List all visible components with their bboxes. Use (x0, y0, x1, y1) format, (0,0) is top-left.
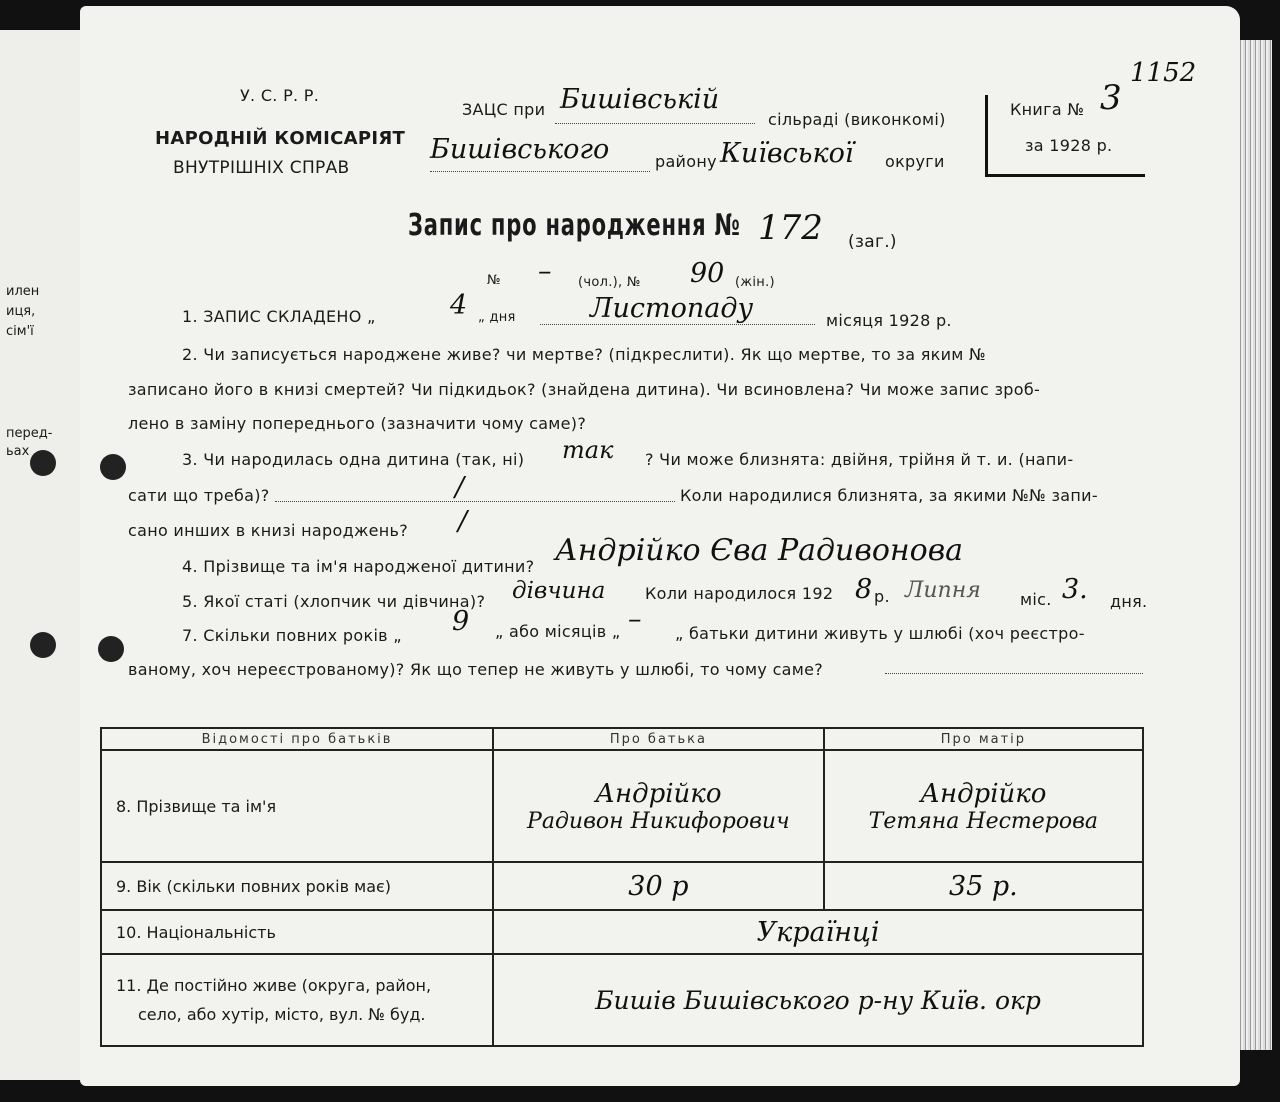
parents-table (100, 727, 1144, 1047)
book-box-border (985, 174, 1145, 177)
book-number: 3 (1100, 78, 1122, 118)
q3-other: / (458, 506, 468, 537)
q1-day-label: „ дня (478, 310, 516, 325)
book-margin-number: 1152 (1130, 58, 1197, 88)
mother-surname: Андрійко (920, 778, 1047, 809)
residence-cell (493, 954, 1143, 1046)
commissariat-line2: ВНУТРІШНІХ СПРАВ (173, 158, 350, 178)
fill-line (555, 122, 755, 124)
left-page (0, 30, 92, 1080)
residence-value: Бишів Бишівського р-ну Київ. окр (595, 985, 1041, 1015)
zags-prefix: ЗАЦС при (462, 100, 546, 119)
left-fragment: иця, (6, 304, 36, 319)
mother-name-cell (824, 750, 1143, 862)
binding-hole (30, 632, 56, 658)
q4-value: Андрійко Єва Радивонова (555, 533, 964, 568)
table-row (101, 910, 1143, 954)
q5-r: р. (874, 587, 890, 606)
row-label (101, 954, 493, 1046)
nationality-value: Українці (756, 916, 880, 948)
okruga-handwritten: Київської (720, 138, 854, 169)
left-fragment: ьах (6, 444, 30, 459)
male-label: (чол.), № (578, 275, 641, 290)
q5-label: 5. Якої статі (хлопчик чи дівчина)? (182, 592, 486, 611)
q5-when: Коли народилося 192 (645, 584, 834, 603)
record-number: 172 (758, 208, 823, 248)
q5-dnia: дня. (1110, 592, 1148, 611)
q1-month: Листопаду (590, 293, 754, 324)
left-fragment: перед- (6, 426, 53, 441)
father-age-cell (493, 862, 824, 910)
table-row (101, 954, 1143, 1046)
row-label: 10. Національність (101, 910, 493, 954)
book-box-border (985, 95, 989, 175)
okruga-label: округи (885, 152, 945, 171)
male-number: – (538, 256, 552, 287)
q3-twins: / (455, 472, 465, 503)
q5-mis: міс. (1020, 590, 1052, 609)
mother-age: 35 р. (948, 870, 1018, 902)
q1-day: 4 (450, 290, 468, 321)
nationality-cell (493, 910, 1143, 954)
mother-given-names: Тетяна Нестерова (868, 808, 1099, 834)
district-label: району (655, 152, 717, 171)
table-header-row (101, 728, 1143, 750)
q7-months: – (628, 604, 642, 635)
zags-handwritten: Бишівській (560, 84, 720, 115)
fill-line (430, 170, 650, 172)
q7-line1c: „ батьки дитини живуть у шлюбі (хоч реєстро- (675, 624, 1085, 643)
row-label-line: село, або хутір, місто, вул. № буд. (138, 1005, 426, 1024)
q7-years: 9 (452, 606, 470, 637)
q7-line1a: 7. Скільки повних років „ (182, 626, 402, 645)
q5-sex: дівчина (512, 578, 606, 604)
q2-line1: 2. Чи записується народжене живе? чи мертве? (підкреслити). Як що мертве, то за яким № (182, 345, 987, 364)
column-header: Відомості про батьків (101, 728, 493, 750)
record-title: Запис про народження № (408, 208, 741, 243)
table-row (101, 862, 1143, 910)
q1-suffix: місяця 1928 р. (826, 311, 952, 330)
general-label: (заг.) (848, 232, 897, 252)
binding-hole (30, 450, 56, 476)
fill-line (275, 500, 675, 502)
ussr-label: У. С. Р. Р. (240, 86, 320, 105)
q3-line2a: сати що треба)? (128, 486, 270, 505)
row-label: 9. Вік (скільки повних років має) (101, 862, 493, 910)
q2-line2: записано його в книзі смертей? Чи підкидьок? (знайдена дитина). Чи всиновлена? Чи може запис зроб- (128, 380, 1041, 399)
row-label-line: 11. Де постійно живе (округа, район, (116, 976, 432, 995)
left-fragment: сім'ї (6, 324, 34, 339)
q3-answer: так (562, 436, 614, 464)
binding-hole (100, 454, 126, 480)
q7-line2: ваному, хоч нереєстрованому)? Як що тепер не живуть у шлюбі, то чому саме? (128, 660, 824, 679)
sub-no-label: № (487, 273, 501, 288)
q2-line3: лено в заміну попереднього (зазначити чому саме)? (128, 414, 587, 433)
district-handwritten: Бишівського (430, 134, 610, 165)
table-row (101, 750, 1143, 862)
row-label: 8. Прізвище та ім'я (101, 750, 493, 862)
q3-line2b: Коли народилися близнята, за якими №№ запи- (680, 486, 1098, 505)
father-name-cell (493, 750, 824, 862)
female-label: (жін.) (735, 275, 775, 290)
column-header: Про матір (824, 728, 1143, 750)
fill-line (885, 672, 1143, 674)
column-header: Про батька (493, 728, 824, 750)
mother-age-cell (824, 862, 1143, 910)
binding-hole (98, 636, 124, 662)
father-surname: Андрійко (595, 778, 722, 809)
q5-month: Липня (905, 578, 981, 603)
q4-label: 4. Прізвище та ім'я народженої дитини? (182, 557, 535, 576)
village-council-label: сільраді (виконкомі) (768, 110, 946, 129)
q3-line1a: 3. Чи народилась одна дитина (так, ні) (182, 450, 525, 469)
book-year: за 1928 р. (1025, 136, 1113, 155)
q7-line1b: „ або місяців „ (495, 622, 621, 641)
q5-day: 3. (1062, 574, 1088, 605)
q3-line3a: сано инших в книзі народжень? (128, 521, 409, 540)
commissariat-line1: НАРОДНІЙ КОМІСАРІЯТ (155, 128, 406, 149)
page-edge (1238, 40, 1272, 1050)
father-age: 30 р (628, 870, 689, 902)
q3-line1b: ? Чи може близнята: двійня, трійня й т. и. (напи- (645, 450, 1074, 469)
q5-year: 8 (855, 574, 873, 605)
female-number: 90 (690, 258, 725, 289)
father-given-names: Радивон Никифорович (527, 808, 790, 834)
book-label: Книга № (1010, 100, 1085, 119)
q1-prefix: 1. ЗАПИС СКЛАДЕНО „ (182, 307, 376, 326)
left-fragment: илен (6, 284, 40, 299)
